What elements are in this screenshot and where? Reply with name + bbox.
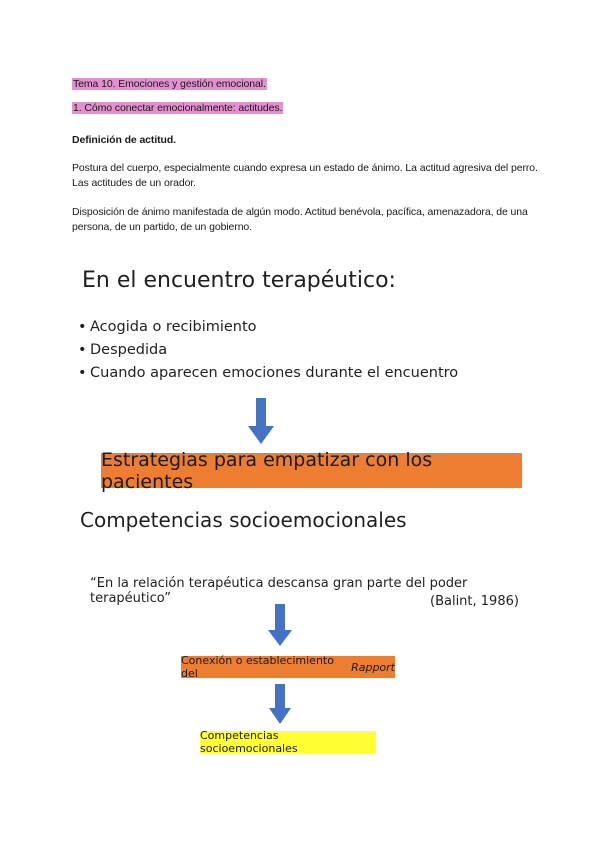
competencies-title: Competencias socioemocionales <box>80 508 407 532</box>
rapport-term: Rapport <box>351 660 395 674</box>
bullet-item: • Cuando aparecen emociones durante el encuentro <box>76 362 458 385</box>
doc-heading-text: Tema 10. Emociones y gestión emocional. <box>73 78 266 90</box>
definition-label: Definición de actitud. <box>72 134 176 146</box>
definition-paragraph-1: Postura del cuerpo, especialmente cuando expresa un estado de ánimo. La actitud agresiva del perro. Las actitudes de un orador. <box>72 162 538 189</box>
arrow-down-icon <box>248 398 274 444</box>
rapport-box-prefix: Conexión o establecimiento del <box>181 654 334 680</box>
doc-heading <box>72 78 267 90</box>
encounter-title: En el encuentro terapéutico: <box>82 268 396 293</box>
bullet-item: • Acogida o recibimiento <box>76 316 458 339</box>
arrow-down-icon <box>268 604 292 646</box>
doc-subheading-text: 1. Cómo conectar emocionalmente: actitudes. <box>73 102 283 114</box>
competencies-box <box>200 731 376 753</box>
arrow-down-icon <box>269 684 291 724</box>
strategies-box <box>101 448 522 493</box>
quote-source: (Balint, 1986) <box>430 594 519 609</box>
strategies-box-text: Estrategias para empatizar con los pacientes <box>101 448 433 493</box>
definition-paragraph-2: Disposición de ánimo manifestada de algún modo. Actitud benévola, pacífica, amenazadora, de una persona, de un partido, de un gobierno. <box>72 206 528 233</box>
encounter-bullet-list <box>76 316 458 385</box>
doc-subheading <box>72 102 283 114</box>
competencies-box-text: Competencias socioemocionales <box>200 729 298 755</box>
bullet-item: • Despedida <box>76 339 458 362</box>
rapport-box <box>181 656 395 678</box>
balint-quote: “En la relación terapéutica descansa gran parte del poder terapéutico” <box>90 576 468 606</box>
